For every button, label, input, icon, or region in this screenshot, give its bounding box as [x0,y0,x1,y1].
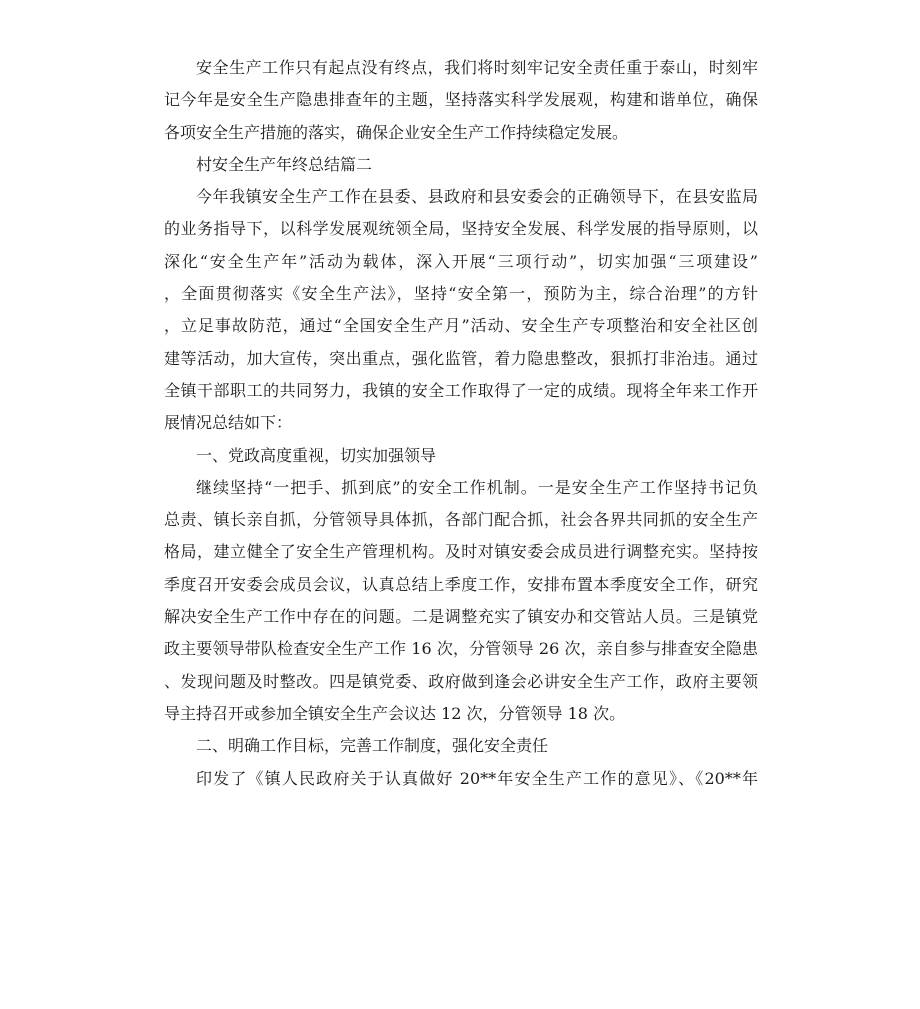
text-line: 记今年是安全生产隐患排查年的主题，坚持落实科学发展观，构建和谐单位，确保 [164,90,758,110]
text-line: 格局，建立健全了安全生产管理机构。及时对镇安委会成员进行调整充实。坚持按 [164,542,758,562]
text-line: 一、党政高度重视，切实加强领导 [196,445,437,465]
text-line: ，立足事故防范，通过“全国安全生产月”活动、安全生产专项整治和安全社区创 [164,316,758,336]
text-line: 导主持召开或参加全镇安全生产会议达 12 次，分管领导 18 次。 [164,703,626,723]
text-line: 村安全生产年终总结篇二 [196,154,373,174]
text-line: 全镇干部职工的共同努力，我镇的安全工作取得了一定的成绩。现将全年来工作开 [164,380,758,400]
text-line: 政主要领导带队检查安全生产工作 16 次，分管领导 26 次，亲自参与排查安全隐患 [164,639,758,659]
text-line: 展情况总结如下： [164,413,293,433]
text-line: 印发了《镇人民政府关于认真做好 20**年安全生产工作的意见》、《20**年 [196,768,758,788]
text-line: ，全面贯彻落实《安全生产法》，坚持“安全第一，预防为主，综合治理”的方针 [164,284,758,304]
text-line: 、发现问题及时整改。四是镇党委、政府做到逢会必讲安全生产工作，政府主要领 [164,671,758,691]
text-line: 季度召开安委会成员会议，认真总结上季度工作，安排布置本季度安全工作，研究 [164,574,758,594]
text-line: 安全生产工作只有起点没有终点，我们将时刻牢记安全责任重于泰山，时刻牢 [196,58,758,77]
text-line: 建等活动，加大宣传，突出重点，强化监管，着力隐患整改，狠抓打非治违。通过 [164,348,758,368]
text-line: 解决安全生产工作中存在的问题。二是调整充实了镇安办和交管站人员。三是镇党 [164,607,758,627]
text-line: 深化“安全生产年”活动为载体，深入开展“三项行动”，切实加强“三项建设” [164,251,758,271]
document-body [164,52,758,795]
text-line: 的业务指导下，以科学发展观统领全局，坚持安全发展、科学发展的指导原则，以 [164,219,758,239]
text-line: 今年我镇安全生产工作在县委、县政府和县安委会的正确领导下，在县安监局 [196,187,758,207]
text-line: 二、明确工作目标，完善工作制度，强化安全责任 [196,736,549,756]
text-line: 各项安全生产措施的落实，确保企业安全生产工作持续稳定发展。 [164,122,629,142]
text-line: 继续坚持“一把手、抓到底”的安全工作机制。一是安全生产工作坚持书记负 [196,477,758,497]
text-line: 总责、镇长亲自抓，分管领导具体抓，各部门配合抓，社会各界共同抓的安全生产 [164,510,758,530]
